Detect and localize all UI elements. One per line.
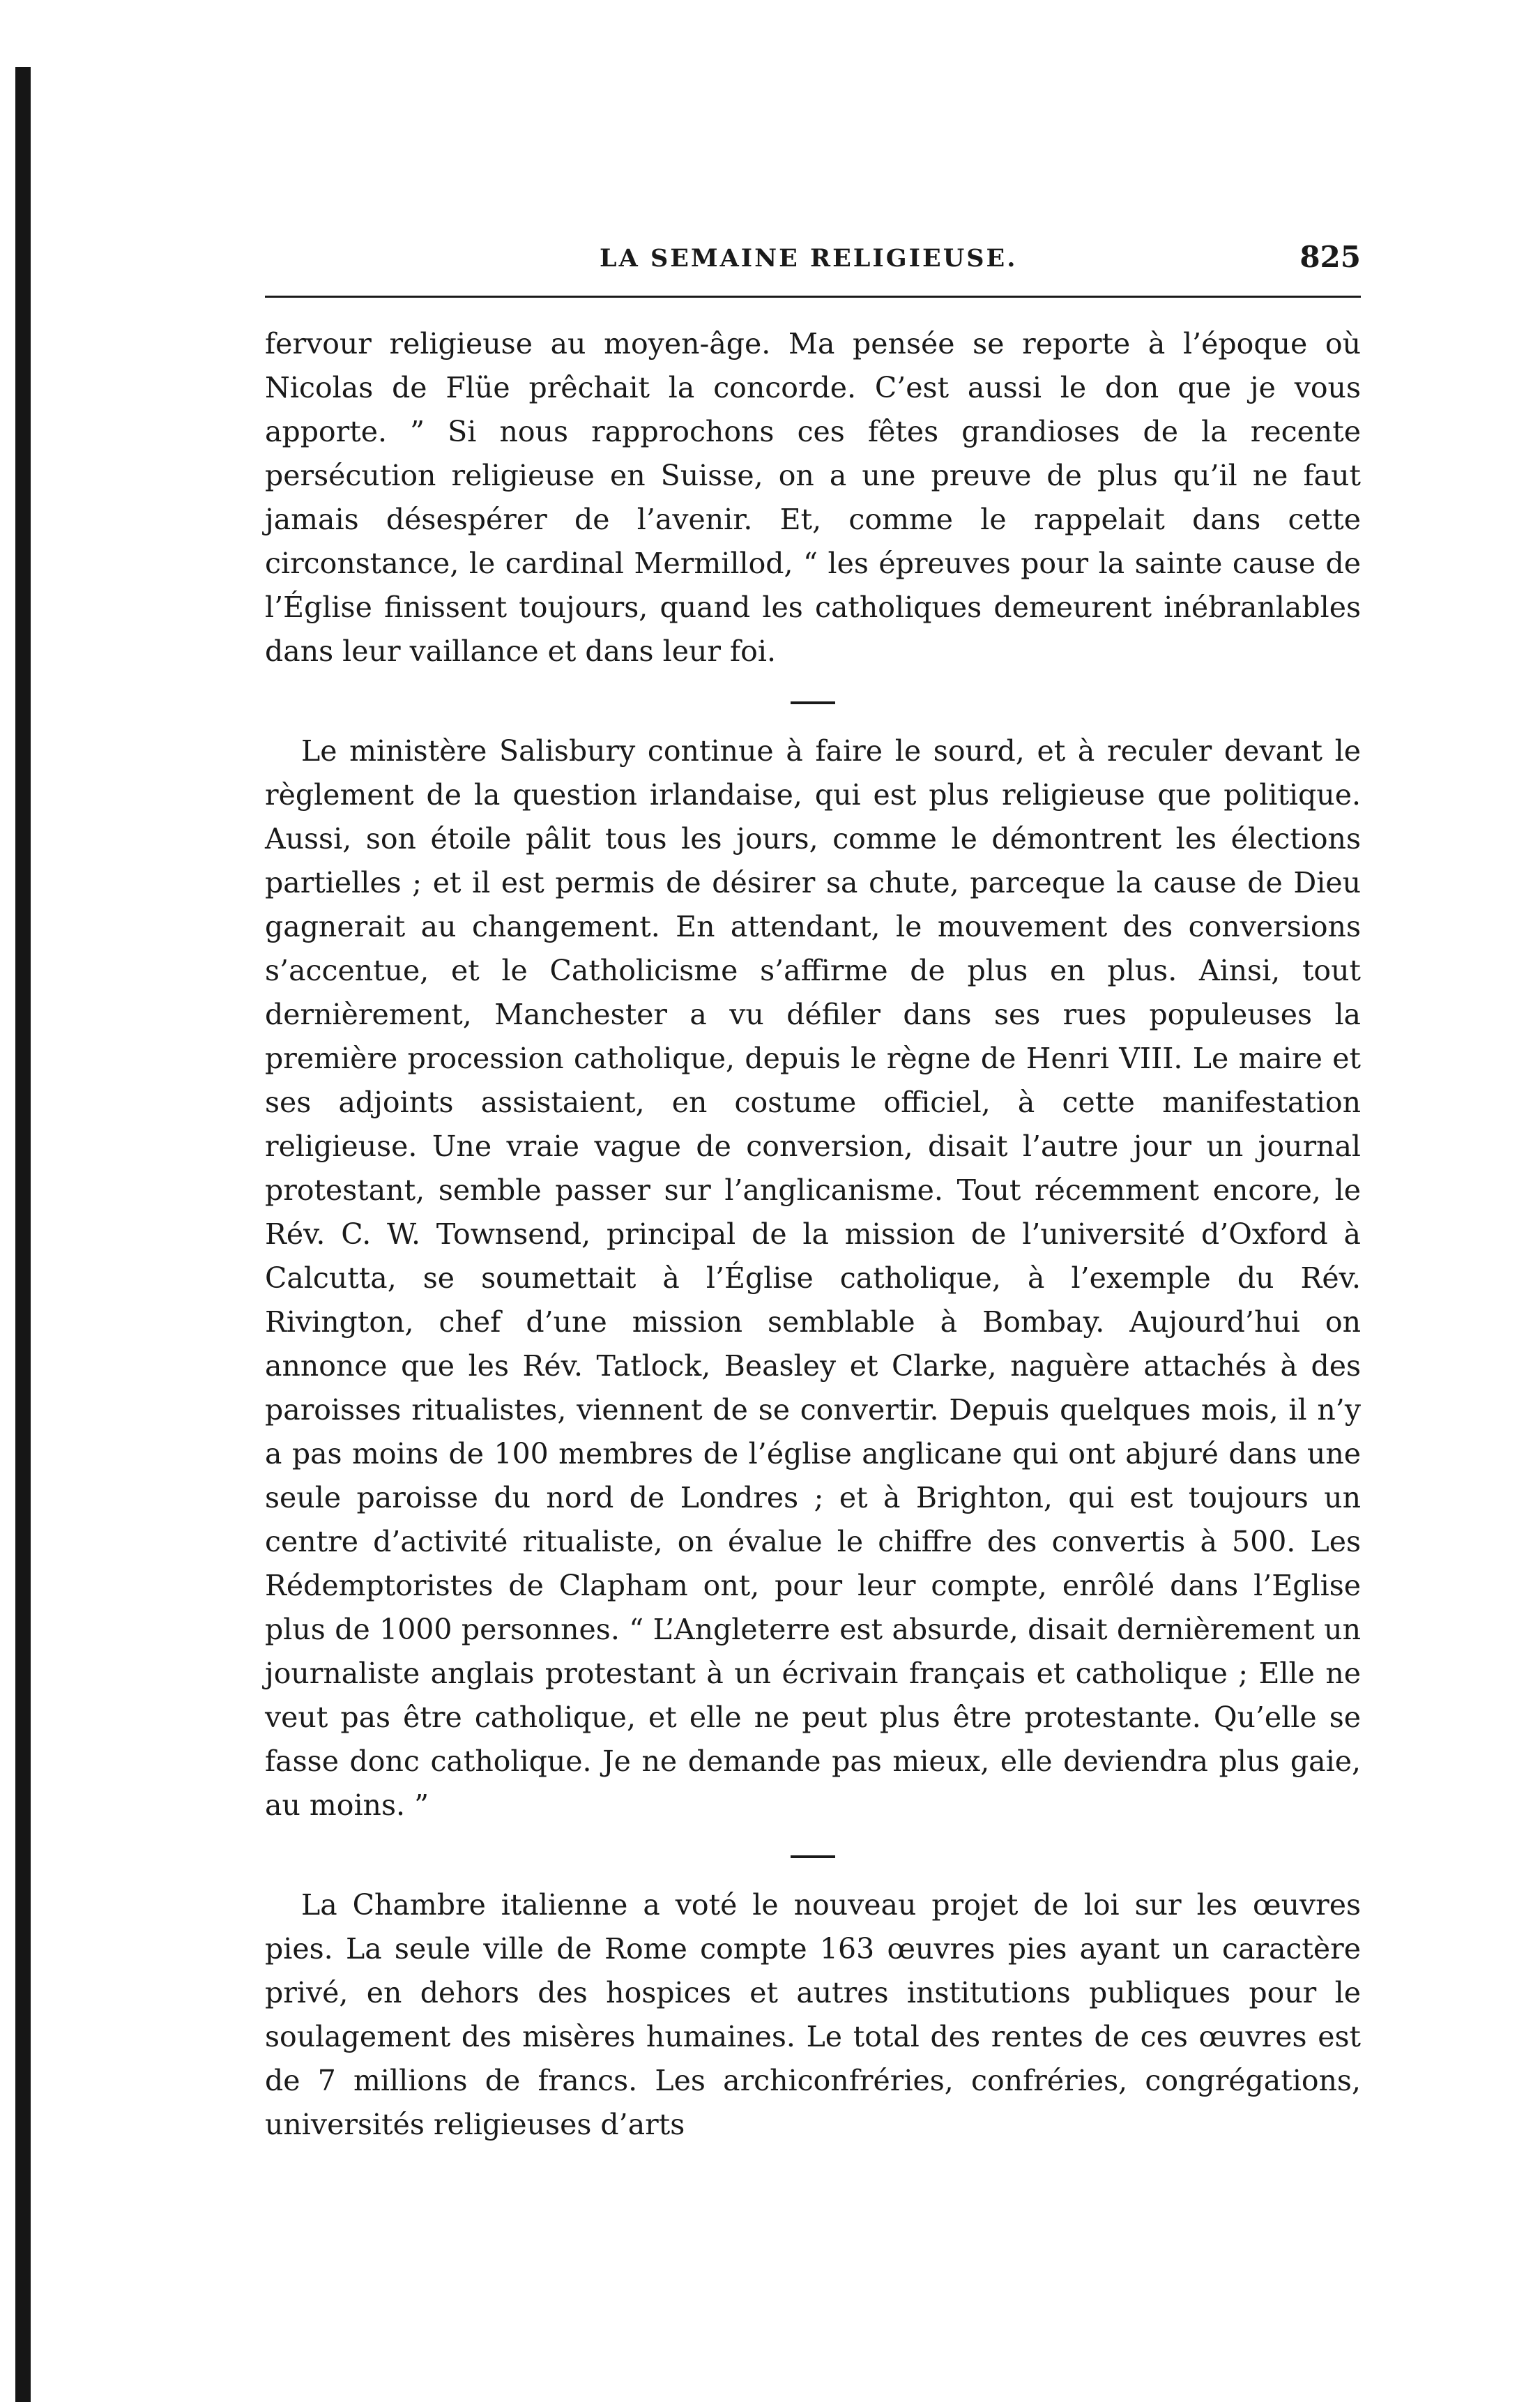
header-rule [265,296,1361,298]
scanned-binding-edge [15,67,31,2402]
section-separator [791,701,835,704]
book-page [265,225,1361,2147]
paragraph-salisbury-conversions: Le ministère Salisbury continue à faire le sourd, et à reculer devant le règlement de la question irlandaise, qui est plus religieuse que politique. Aussi, son étoile pâlit tous les jours, comme le démontrent les élections partielles ; et il est permis de désirer sa chute, parceque la cause de Dieu gagnerait au changement. En attendant, le mouvement des conversions s’accentue, et le Catholicisme s’affirme de plus en plus. Ainsi, tout dernièrement, Manchester a vu défiler dans ses rues populeuses la première procession catholique, depuis le règne de Henri VIII. Le maire et ses adjoints assistaient, en costume officiel, à cette manifestation religieuse. Une vraie vague de conversion, disait l’autre jour un journal protestant, semble passer sur l’anglicanisme. Tout récemment encore, le Rév. C. W. Townsend, principal de la mission de l’université d’Oxford à Calcutta, se soumettait à l’Église catholique, à l’exemple du Rév. Rivington, chef d’une mission semblable à Bombay. Aujourd’hui on annonce que les Rév. Tatlock, Beasley et Clarke, naguère attachés à des paroisses ritualistes, viennent de se convertir. Depuis quelques mois, il n’y a pas moins de 100 membres de l’église anglicane qui ont abjuré dans une seule paroisse du nord de Londres ; et à Brighton, qui est toujours un centre d’activité ritualiste, on évalue le chiffre des convertis à 500. Les Rédemptoristes de Clapham ont, pour leur compte, enrôlé dans l’Eglise plus de 1000 personnes. “ L’Angleterre est absurde, disait dernièrement un journaliste anglais protestant à un écrivain français et catholique ; Elle ne veut pas être catholique, et elle ne peut plus être protestante. Qu’elle se fasse donc catholique. Je ne demande pas mieux, elle deviendra plus gaie, au moins. ” [265,734,1361,1822]
page-number: 825 [1299,240,1361,274]
section-separator [791,1855,835,1858]
paragraph-italian-chamber: La Chambre italienne a voté le nouveau projet de loi sur les œuvres pies. La seule ville de Rome compte 163 œuvres pies ayant un caractère privé, en dehors des hospices et autres institutions publiques pour le soulagement des misères humaines. Le total des rentes de ces œuvres est de 7 millions de francs. Les archiconfréries, confréries, congrégations, universités religieuses d’arts [265,1888,1361,2141]
running-header [265,225,1361,289]
running-title: LA SEMAINE RELIGIEUSE. [600,244,1018,273]
paragraph-swiss-persecution: fervour religieuse au moyen-âge. Ma pensée se reporte à l’époque où Nicolas de Flüe prêchait la concorde. C’est aussi le don que je vous apporte. ” Si nous rapprochons ces fêtes grandioses de la recente persécution religieuse en Suisse, on a une preuve de plus qu’il ne faut jamais désespérer de l’avenir. Et, comme le rappelait dans cette circonstance, le cardinal Mermillod, “ les épreuves pour la sainte cause de l’Église finissent toujours, quand les catholiques demeurent inébranlables dans leur vaillance et dans leur foi. [265,327,1361,668]
